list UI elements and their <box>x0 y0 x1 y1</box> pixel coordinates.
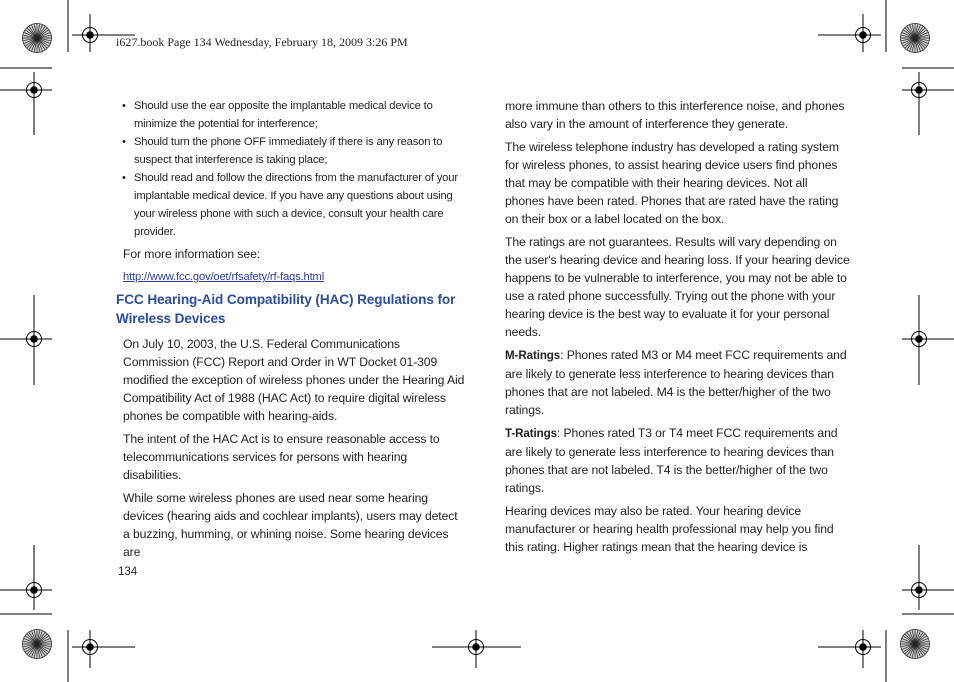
paragraph: While some wireless phones are used near some hearing devices (hearing aids and cochlear implants), users may detect a buzzing, humming, or whining noise. Some hearing devices are <box>123 491 458 559</box>
t-ratings-paragraph <box>505 424 850 497</box>
paragraph: On July 10, 2003, the U.S. Federal Communications Commission (FCC) Report and Order in WT Docket 01-309 modified the exception of wireless phones under the Hearing Aid Compatibility Act of 1988 (HAC Act) to require digital wireless phones be compatible with hearing-aids. <box>123 337 465 423</box>
left-column <box>116 97 465 566</box>
page-number: 134 <box>118 566 138 578</box>
print-slug: i627.book Page 134 Wednesday, February 18, 2009 3:26 PM <box>116 35 408 49</box>
m-ratings-text: : Phones rated M3 or M4 meet FCC requirements and are likely to generate less interference to hearing devices than phones that are not labeled. M4 is the better/higher of the two ratings. <box>505 348 847 417</box>
color-target-bottom-right <box>901 630 930 659</box>
color-target-bottom-left <box>23 630 52 659</box>
right-column <box>505 97 850 561</box>
section-heading: FCC Hearing-Aid Compatibility (HAC) Regulations for Wireless Devices <box>116 292 456 326</box>
bullet-item: • Should turn the phone OFF immediately if there is any reason to suspect that interference is taking place; <box>120 133 465 169</box>
paragraph: The ratings are not guarantees. Results will vary depending on the user's hearing device and hearing loss. If your hearing device happens to be vulnerable to interference, you may not be able to use a rated phone successfully. Trying out the phone with your hearing device is the best way to evaluate it for your personal needs. <box>505 235 850 339</box>
paragraph: more immune than others to this interference noise, and phones also vary in the amount of interference they generate. <box>505 99 845 131</box>
color-target-top-right <box>901 24 930 53</box>
fcc-faq-link[interactable]: http://www.fcc.gov/oet/rfsafety/rf-faqs.html <box>123 271 325 283</box>
paragraph: The wireless telephone industry has developed a rating system for wireless phones, to assist hearing device users find phones that may be compatible with their hearing devices. Not all phones have been rated. Phones that are rated have the rating on their box or a label located on the box. <box>505 140 839 226</box>
m-ratings-term: M-Ratings <box>505 349 561 362</box>
t-ratings-text: : Phones rated T3 or T4 meet FCC requirements and are likely to generate less interference to hearing devices than phones that are not labeled. T4 is the better/higher of the two ratings. <box>505 426 838 495</box>
m-ratings-paragraph <box>505 346 850 419</box>
color-target-top-left <box>23 24 52 53</box>
paragraph: The intent of the HAC Act is to ensure reasonable access to telecommunications services for persons with hearing disabilities. <box>123 432 440 482</box>
bullet-item: • Should use the ear opposite the implantable medical device to minimize the potential for interference; <box>120 97 465 133</box>
more-info-text: For more information see: <box>123 247 261 261</box>
bullet-list <box>120 97 465 241</box>
bullet-item: • Should read and follow the directions from the manufacturer of your implantable medical device. If you have any questions about using your wireless phone with such a device, consult your health care provider. <box>120 169 465 241</box>
paragraph: Hearing devices may also be rated. Your hearing device manufacturer or hearing health professional may help you find this rating. Higher ratings mean that the hearing device is <box>505 504 834 554</box>
t-ratings-term: T-Ratings <box>505 427 557 440</box>
